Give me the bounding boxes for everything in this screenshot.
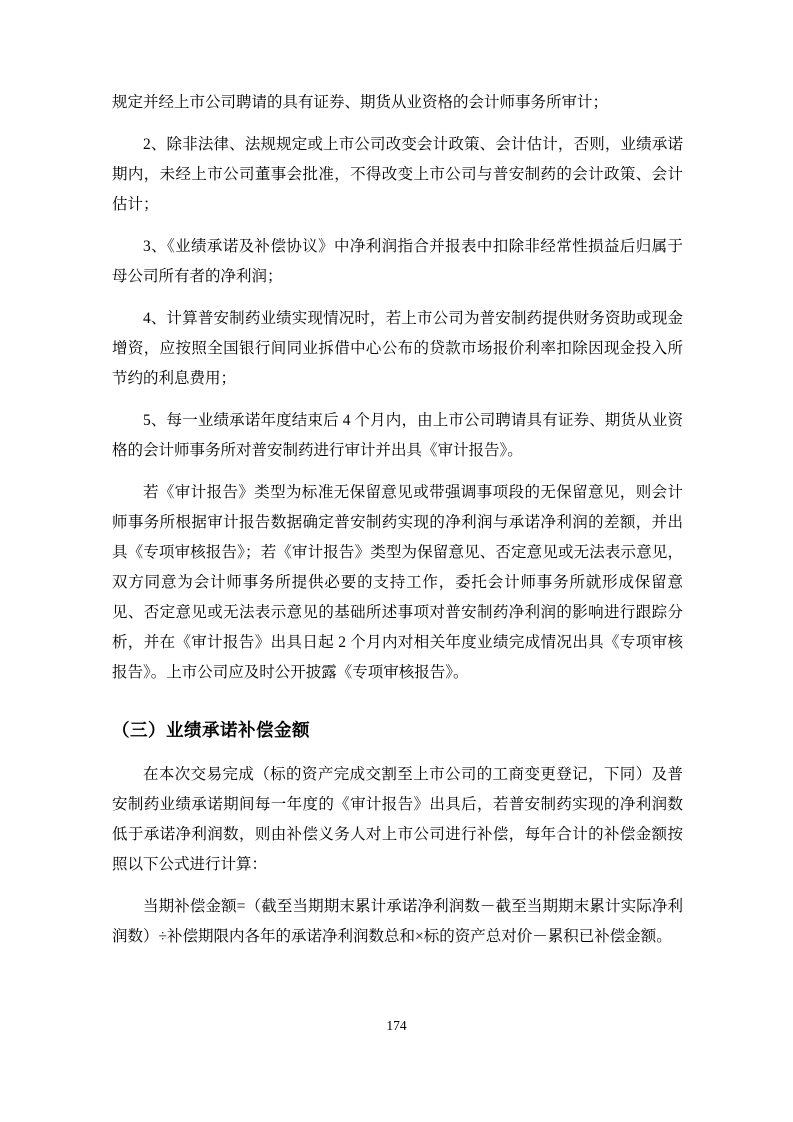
- paragraph-compensation-formula: 当期补偿金额=（截至当期期末累计承诺净利润数－截至当期期末累计实际净利润数）÷补偿期限内各年的承诺净利润数总和×标的资产总对价－累积已补偿金额。: [112, 898, 683, 945]
- paragraph-compensation-intro: 在本次交易完成（标的资产完成交割至上市公司的工商变更登记，下同）及普安制药业绩承诺期间每一年度的《审计报告》出具后，若普安制药实现的净利润数低于承诺净利润数，则由补偿义务人对上市公司进行补偿，每年合计的补偿金额按照以下公式进行计算：: [112, 766, 683, 873]
- section-heading: （三）业绩承诺补偿金额: [112, 720, 310, 740]
- paragraph-item-2: 2、除非法律、法规规定或上市公司改变会计政策、会计估计，否则，业绩承诺期内，未经上市公司董事会批准，不得改变上市公司与普安制药的会计政策、会计估计；: [112, 136, 683, 213]
- paragraph-item-4: 4、计算普安制药业绩实现情况时，若上市公司为普安制药提供财务资助或现金增资，应按照全国银行间同业拆借中心公布的贷款市场报价利率扣除因现金投入所节约的利息费用；: [112, 310, 683, 387]
- paragraph-item-5: 5、每一业绩承诺年度结束后 4 个月内，由上市公司聘请具有证券、期货从业资格的会计师事务所对普安制药进行审计并出具《审计报告》。: [112, 412, 683, 459]
- paragraph-item-3: 3、《业绩承诺及补偿协议》中净利润指合并报表中扣除非经常性损益后归属于母公司所有者的净利润；: [112, 238, 683, 285]
- page-content: [112, 88, 683, 964]
- page-number: 174: [386, 1018, 407, 1033]
- paragraph-continuation: 规定并经上市公司聘请的具有证券、期货从业资格的会计师事务所审计；: [112, 94, 609, 111]
- paragraph-audit-report: 若《审计报告》类型为标准无保留意见或带强调事项段的无保留意见，则会计师事务所根据审计报告数据确定普安制药实现的净利润与承诺净利润的差额，并出具《专项审核报告》；若《审计报告》类型为保留意见、否定意见或无法表示意见，双方同意为会计师事务所提供必要的支持工作，委托会计师事务所就形成保留意见、否定意见或无法表示意见的基础所述事项对普安制药净利润的影响进行跟踪分析，并在《审计报告》出具日起 2 个月内对相关年度业绩完成情况出具《专项审核报告》。上市公司应及时公开披露《专项审核报告》。: [112, 484, 683, 681]
